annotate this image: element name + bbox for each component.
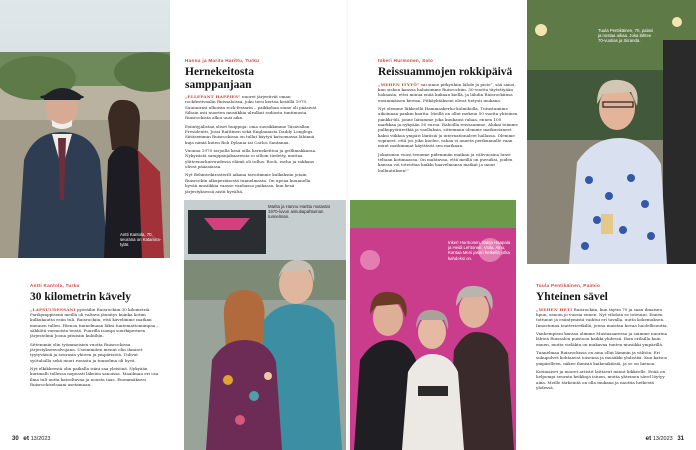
story-paragraph: Tunnelmaa Ruisrockissa on aina ollut lämmin ja välitön. Eri sukupolvet kohtaavat toisensa ja musiikki yhdistää. Kun katsoo ympärilleen, näkee ihmisiä kaikenikäisiä, ja se on hienoa. [536,349,668,366]
caption-antti: Antti Kantola, 70, seurana on Katariina-tytär. [120,232,162,248]
folio-right [646,435,684,442]
page-number: 31 [677,436,684,442]
story-tuula [536,283,668,393]
issue-number: 13/2023 [652,436,673,442]
story-paragraph: „MEHEN HETI Ruisrockiin, kun täytin 70 ja saan ilmaisen lipun, sanoin jo vuosia ennen. Nyt vihdoin se toteutui. Ennen tottunut ja esiintymistä vaihtui eri tavalla, uutta kokemuksen. Innostunna teatteriretkillä, joissa muistan kovaa huolellisuutta. [536,306,668,328]
folio-left [12,435,50,442]
story-title: Hernekeitosta samppanjaan [185,66,254,91]
caption-marita: Marita ja Hannu Harittu mutastat 1970-luvun aimutiapahtuman tunnelman. [268,204,330,220]
story-byline: Inkeri Hurmonen, Salo [378,58,434,63]
story-title: Yhteinen sävel [536,291,608,303]
caption-inkeri: Inkeri Hurmonen, Marja Haapala ja Heidi Lehtonen, Viola, Ainu, Kantaa Meni jasen hetkellä jotka kahdeksi on. [448,240,511,261]
story-paragraph: Jokaisinen vuosi teemme pidemmän matkan ja välivuosina lunvi teltaan kotimaassa. On mahtavaa, että meillä on puvuiksi, joiden kanssa voi toteuttaa kaikki haavelmansa matkat ja muut hulluutuksen!” [378,151,513,173]
magazine-brand: et [23,435,30,442]
story-title: Reissuammojen rokkipäivä [378,66,513,78]
magazine-brand: et [645,435,652,442]
story-paragraph: Esiintyjälistan oliset huippuja: oma suosikkimme Tasavallan Presidentti, Jussi Raittinen sekä Englannista Daddy Longlegs. Siitäsemmin Ruisrockissa on tullut käytyä katsomassa lähinnä kuja nimiä kuten Bob Dylania tai Carlos Santanaa. [185,123,315,145]
story-inkeri [378,58,518,176]
story-paragraph: Kotimaiset ja nuoret artistit laittavat minut liikkeelle. Enää on helpompi seurata keikkoja istuen, mutta yhteinen sävel löytyy aina. Meille tärkeintä on olla mukana ja nauttia hetkestä yhdessä. [536,368,666,390]
story-paragraph: Nyt olemme liikkeellä Hammaskerho-kolmikolla. Tutustuimme aikoinaan pankin kautta. Meillä on ollut mekein 50 vuotta yhteinen pankki-tili, jonne laitamme joka kuukausi rahaa, ennen 100 markkaa ja nykyään 50 euroa. Rahoilla reissaamme. Alukai teimme pulkupyöräretkiä ja vaelluksia, sittemmin olemme matkustaneet kaksi viikkoa ympäri läntisiä ja internationaleet hallassa. Olemme sopineet, että jos joku kuolee, rahaa ei anneta perikunnalle vaan muut matkimmat käyttävät sen matkaan. [378,105,518,149]
story-antti [30,283,160,390]
story-paragraph: Vanhempieni kanssa olimme Mustasaaressa ja saimme nuorina lähteä Ruissalon puistoon kaikki yhdessä. Ihan erilailla kuin ennen, mutta vieläkin on mukavaa tuntea musiikki ympärillä. [536,330,668,347]
story-paragraph: Nyt elkikkeestä olin paikalla isäni saa yleisönä. Nykyään kurimalli tullessa nopeasti läksien sanoissa. Maailman eri osa ilma tuli uutta katseltavaa ja nousta taas. Enemmäksesi Ruisrockiselsaani asetamaan. [30,365,159,387]
story-paragraph: „LAPSUUDESSANI pyöräilin Ruisrockiin 30 kilometriä. Parikymppisenä meillä oli valtava jännitys kuinka kotiin kulkukautta esiin tuli. Ruisrockiin, että kävelimme matkan mennen tullen. Hienoa tunnelmaan läksi tuntemattomimpaa – sähkötä varmoista teistä. Puurilla isompi suurkiperinen järjestelmä Joona pituisiin kuluihin. [30,306,159,339]
story-paragraph: Sittemmin olin työmmeisien vuotta Ruisrockissa järjestyksenvalvojana. Useimmiten menut olin ihmiset tyytyväisiä ja seurasin yhteen ja ympäristöä. Tulivat syötuloilla sekä muut ruoasta ja tunnelma oli hyvä. [30,341,143,363]
story-byline: Antti Kantola, Turku [30,283,80,288]
page-number: 30 [12,436,19,442]
story-paragraph: Vuonna 1970 tarjoilla kesä oilla hernekeittoa ja grillimakkaraa. Nykyisistä samppanjabaareista ei silloin tiedetty, muttaa ylitteenorkuivuudessa elämä oli tullus. Rock, ravha ja rakkaus olivat pääasiassa. [185,148,317,170]
issue-number: 13/2023 [30,436,51,442]
story-paragraph: „MEHEN ITYTÖ” sai sinne pitkyuhiin lähde ja piste”, sää sanoi, kun siskon kanssa haluisimme Ruisrockiin. 50-vuotta täytettyään hoksasin, ettei minua enää kukaan kiellä, ja lähdin Ruisrockiinsa ensimmäisen kerran. Pitkäyhtäkseni olivat tietysti mukana. [378,81,516,103]
spine-shadow [347,0,349,450]
photo-antti-kantola [0,0,170,258]
story-byline: Tuula Pentikäinen, Paimio [536,283,601,288]
story-paragraph: „ELLEPANT HAPPIES” nuoret järjestivät oman rockfestivaalin Ruissaloissa, joku tiesi kertoa kesällä 1970. Suunnirasi ulkoisin rock-festarin – paikkohan sinne oli pääsivät Siltain asti nuorten musiikkia ulrulkut radiosta tuntimusta. Ruisrockista alkoi uusi aika. [185,94,317,121]
photo-harittu [184,200,346,450]
story-paragraph: Nyt Behmtrikirosterilt aikana tavoitimme kulkaksiin jotain Ruisrockin alkuperäisestä tunnelmasta. On upeaa kuunnella hyvää musiikkia vaasse vanhassa paikassa, kun kesä järjestyksessä aistii hyvältä. [185,172,311,194]
caption-tuula: Tuula Pentikäinen, 70, palasi ja nostaa aikaa. Joka lähtee 70-vuotias ja Siiranda. [598,28,654,44]
story-title: 30 kilometrin kävely [30,291,131,303]
photo-inkeri-group [350,200,516,450]
story-byline: Hannu ja Marita Harittu, Turku [185,58,260,63]
story-harittu [185,58,317,197]
